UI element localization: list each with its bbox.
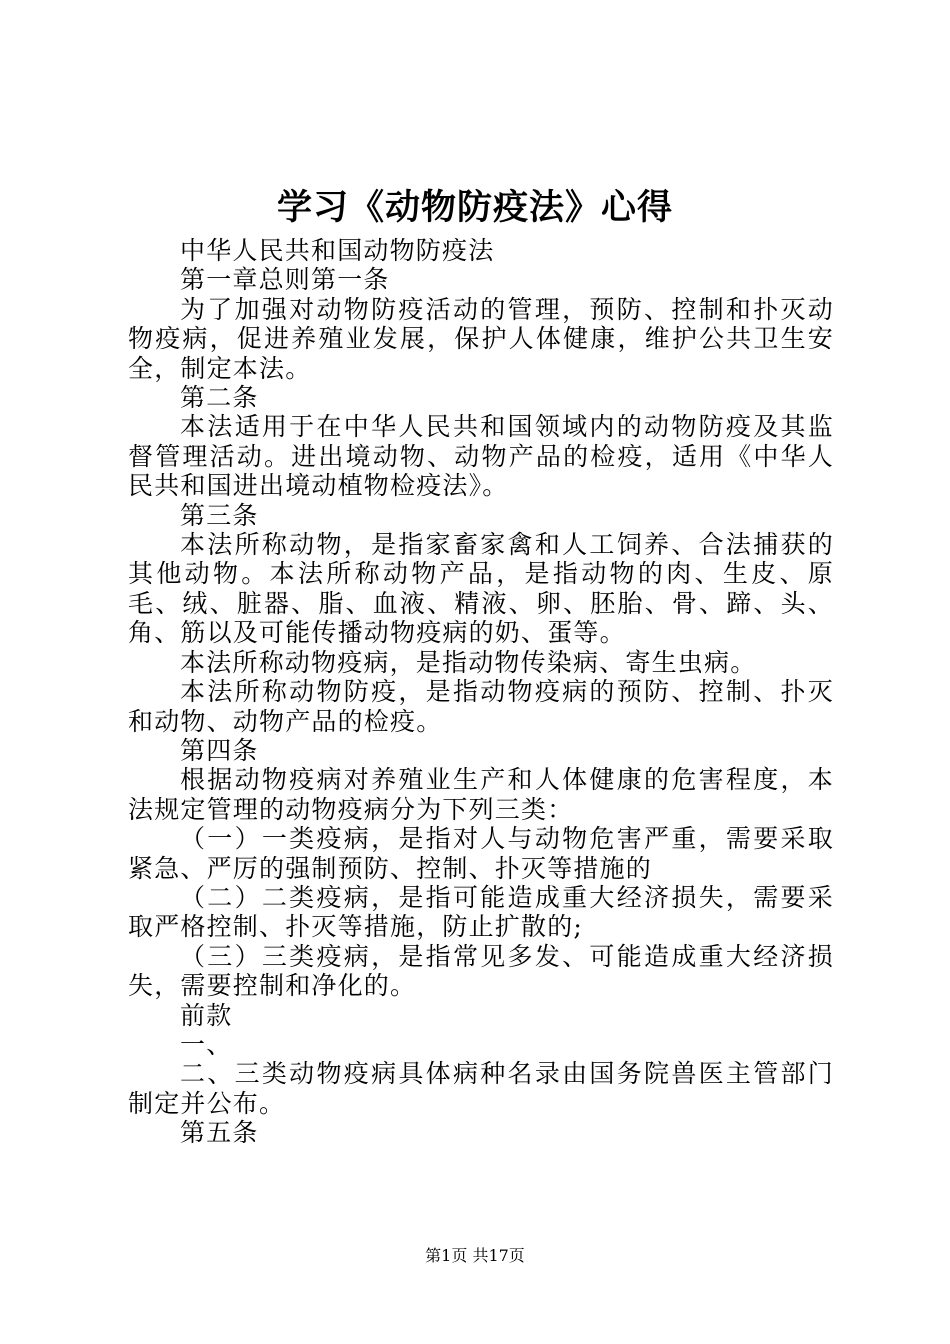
paragraph: 一、 [180, 1029, 233, 1059]
paragraph: 第五条 [180, 1118, 259, 1148]
paragraph: 本法适用于在中华人民共和国领域内的动物防疫及其监督管理活动。进出境动物、动物产品的检疫，适用《中华人民共和国进出境动植物检疫法》。 [128, 412, 834, 501]
paragraph: 本法所称动物防疫，是指动物疫病的预防、控制、扑灭和动物、动物产品的检疫。 [128, 677, 834, 736]
paragraph: 中华人民共和国动物防疫法 [180, 236, 495, 265]
paragraph: 第四条 [180, 735, 259, 765]
paragraph: 第一章总则第一条 [180, 265, 390, 295]
paragraph: （一）一类疫病，是指对人与动物危害严重，需要采取紧急、严厉的强制预防、控制、扑灭等措施的 [128, 824, 834, 883]
paragraph: 前款 [180, 1000, 233, 1030]
paragraph: 二、三类动物疫病具体病种名录由国务院兽医主管部门制定并公布。 [128, 1059, 834, 1118]
paragraph: 本法所称动物，是指家畜家禽和人工饲养、合法捕获的其他动物。本法所称动物产品，是指动物的肉、生皮、原毛、绒、脏器、脂、血液、精液、卵、胚胎、骨、蹄、头、角、筋以及可能传播动物疫病的奶、蛋等。 [128, 530, 834, 648]
paragraph: （二）二类疫病，是指可能造成重大经济损失，需要采取严格控制、扑灭等措施，防止扩散的; [128, 882, 834, 942]
document-body [128, 236, 834, 1148]
document-title: 学习《动物防疫法》心得 [276, 187, 673, 228]
paragraph: 本法所称动物疫病，是指动物传染病、寄生虫病。 [180, 647, 757, 677]
paragraph: （三）三类疫病，是指常见多发、可能造成重大经济损失，需要控制和净化的。 [128, 941, 834, 1001]
paragraph: 为了加强对动物防疫活动的管理，预防、控制和扑灭动物疫病，促进养殖业发展，保护人体健康，维护公共卫生安全，制定本法。 [128, 294, 834, 383]
page-number-footer: 第1页 共17页 [425, 1246, 525, 1265]
paragraph: 第二条 [180, 383, 259, 413]
paragraph: 第三条 [180, 500, 259, 530]
paragraph: 根据动物疫病对养殖业生产和人体健康的危害程度，本法规定管理的动物疫病分为下列三类： [128, 765, 834, 824]
